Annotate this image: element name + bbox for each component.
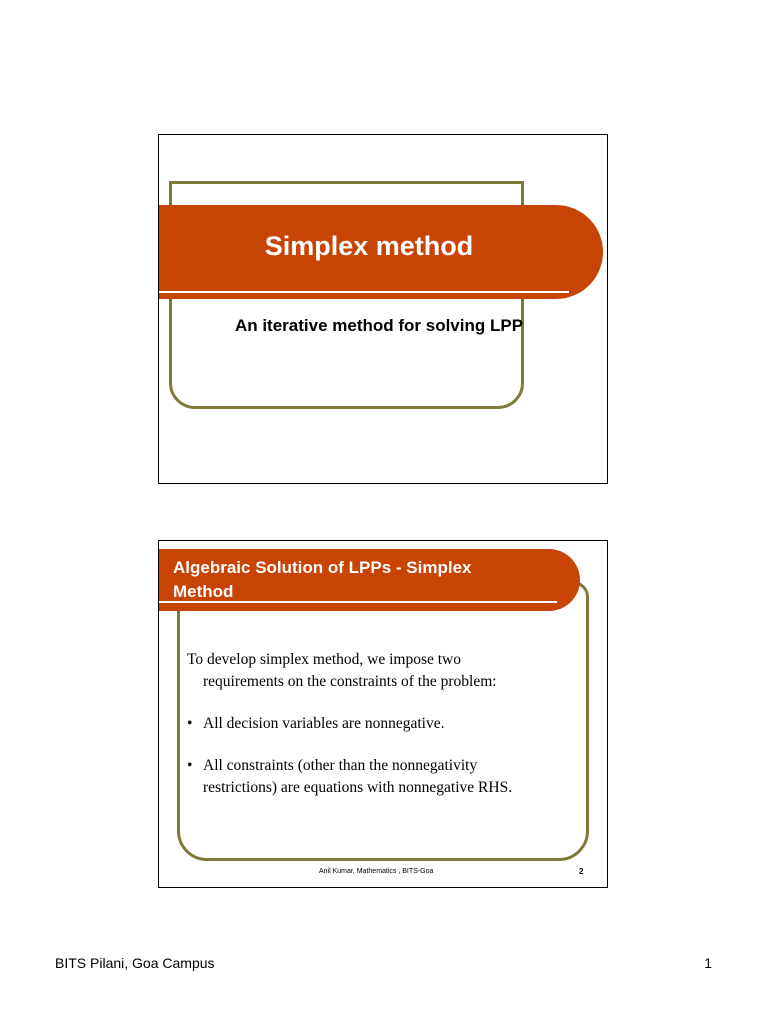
bullet-icon: • [187,757,193,774]
slide-2-bullet-2-line-2: restrictions) are equations with nonnegative RHS. [203,779,513,796]
slide-2-bullet-2 [187,755,572,799]
slide-2-bullet-1-text: All decision variables are nonnegative. [203,715,445,732]
slide-2-intro-line-2: requirements on the constraints of the problem: [203,673,497,690]
slide-1-subtitle: An iterative method for solving LPP [234,316,524,335]
slide-2-number: 2 [579,867,584,876]
slide-2-body [187,649,572,819]
slide-2-title [173,556,553,604]
slide-1 [158,134,608,484]
page-number: 1 [704,955,712,971]
slide-2-intro [187,649,572,693]
slide-2-footer: Anil Kumar, Mathematics , BITS-Goa [319,868,434,875]
slide-2-intro-line-1: To develop simplex method, we impose two [187,651,461,668]
slide-1-title-underline [159,291,569,293]
slide-1-title: Simplex method [264,231,474,261]
bullet-icon: • [187,715,193,732]
slide-2-title-line-2: Method [173,582,234,601]
slide-2-bullet-1 [187,713,572,735]
slide-2-title-line-1: Algebraic Solution of LPPs - Simplex [173,558,472,577]
page-footer: BITS Pilani, Goa Campus [55,955,215,971]
slide-2-bullet-2-line-1: All constraints (other than the nonnegativity [203,757,478,774]
slide-2 [158,540,608,888]
